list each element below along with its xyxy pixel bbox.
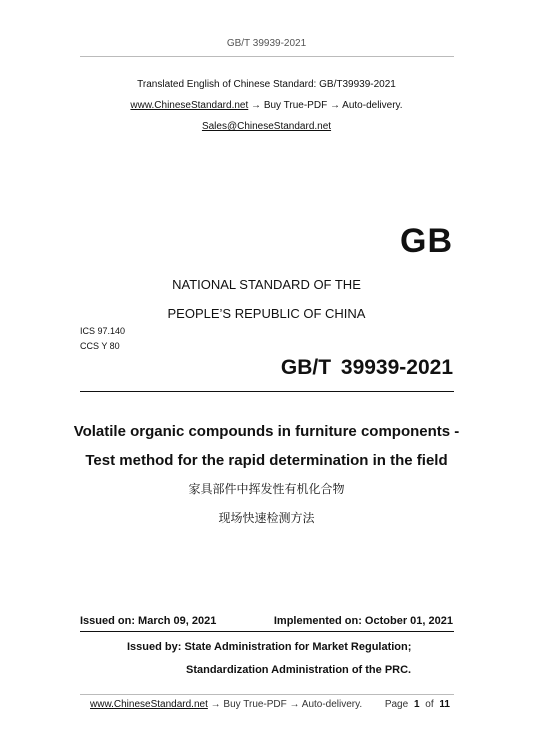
purchase-line [0,100,533,111]
email-line [0,121,533,132]
ccs-code: CCS Y 80 [80,341,120,351]
footer-divider [80,694,454,695]
national-standard-line1: NATIONAL STANDARD OF THE [172,277,361,292]
standard-code: GB/T 39939-2021 [280,356,453,379]
translation-notice: Translated English of Chinese Standard: GB/T39939-2021 [137,79,396,90]
title-en-line1: Volatile organic compounds in furniture components - [73,423,460,440]
title-cn-line1: 家具部件中挥发性有机化合物 [188,482,345,496]
running-header: GB/T 39939-2021 [226,38,307,49]
gb-mark: GB [400,222,453,260]
national-standard-line2: PEOPLE’S REPUBLIC OF CHINA [167,306,366,321]
header-divider [80,56,454,57]
footer-site-link[interactable]: www.ChineseStandard.net [90,699,208,710]
title-en-line2: Test method for the rapid determination in the field [85,452,448,469]
page-indicator [385,699,453,710]
footer-purchase [90,699,362,710]
purchase-text: → Buy True-PDF → Auto-delivery. [248,100,403,111]
issued-by-line2: Standardization Administration of the PRC. [186,664,412,676]
site-link[interactable]: www.ChineseStandard.net [130,100,249,111]
title-cn-line2: 现场快速检测方法 [218,511,315,525]
issued-date: Issued on: March 09, 2021 [80,615,217,627]
implemented-date: Implemented on: October 01, 2021 [273,615,453,627]
total-pages: 11 [439,699,450,710]
page-label: Page [384,699,409,710]
email-link[interactable]: Sales@ChineseStandard.net [201,121,332,132]
dates-divider [80,631,454,632]
issued-by-line1: Issued by: State Administration for Market Regulation; [127,641,412,653]
title-divider [80,391,454,392]
ics-code: ICS 97.140 [80,326,126,336]
of-label: of [425,699,434,710]
footer-purchase-text: → Buy True-PDF → Auto-delivery. [207,699,363,710]
page-number: 1 [413,699,420,710]
